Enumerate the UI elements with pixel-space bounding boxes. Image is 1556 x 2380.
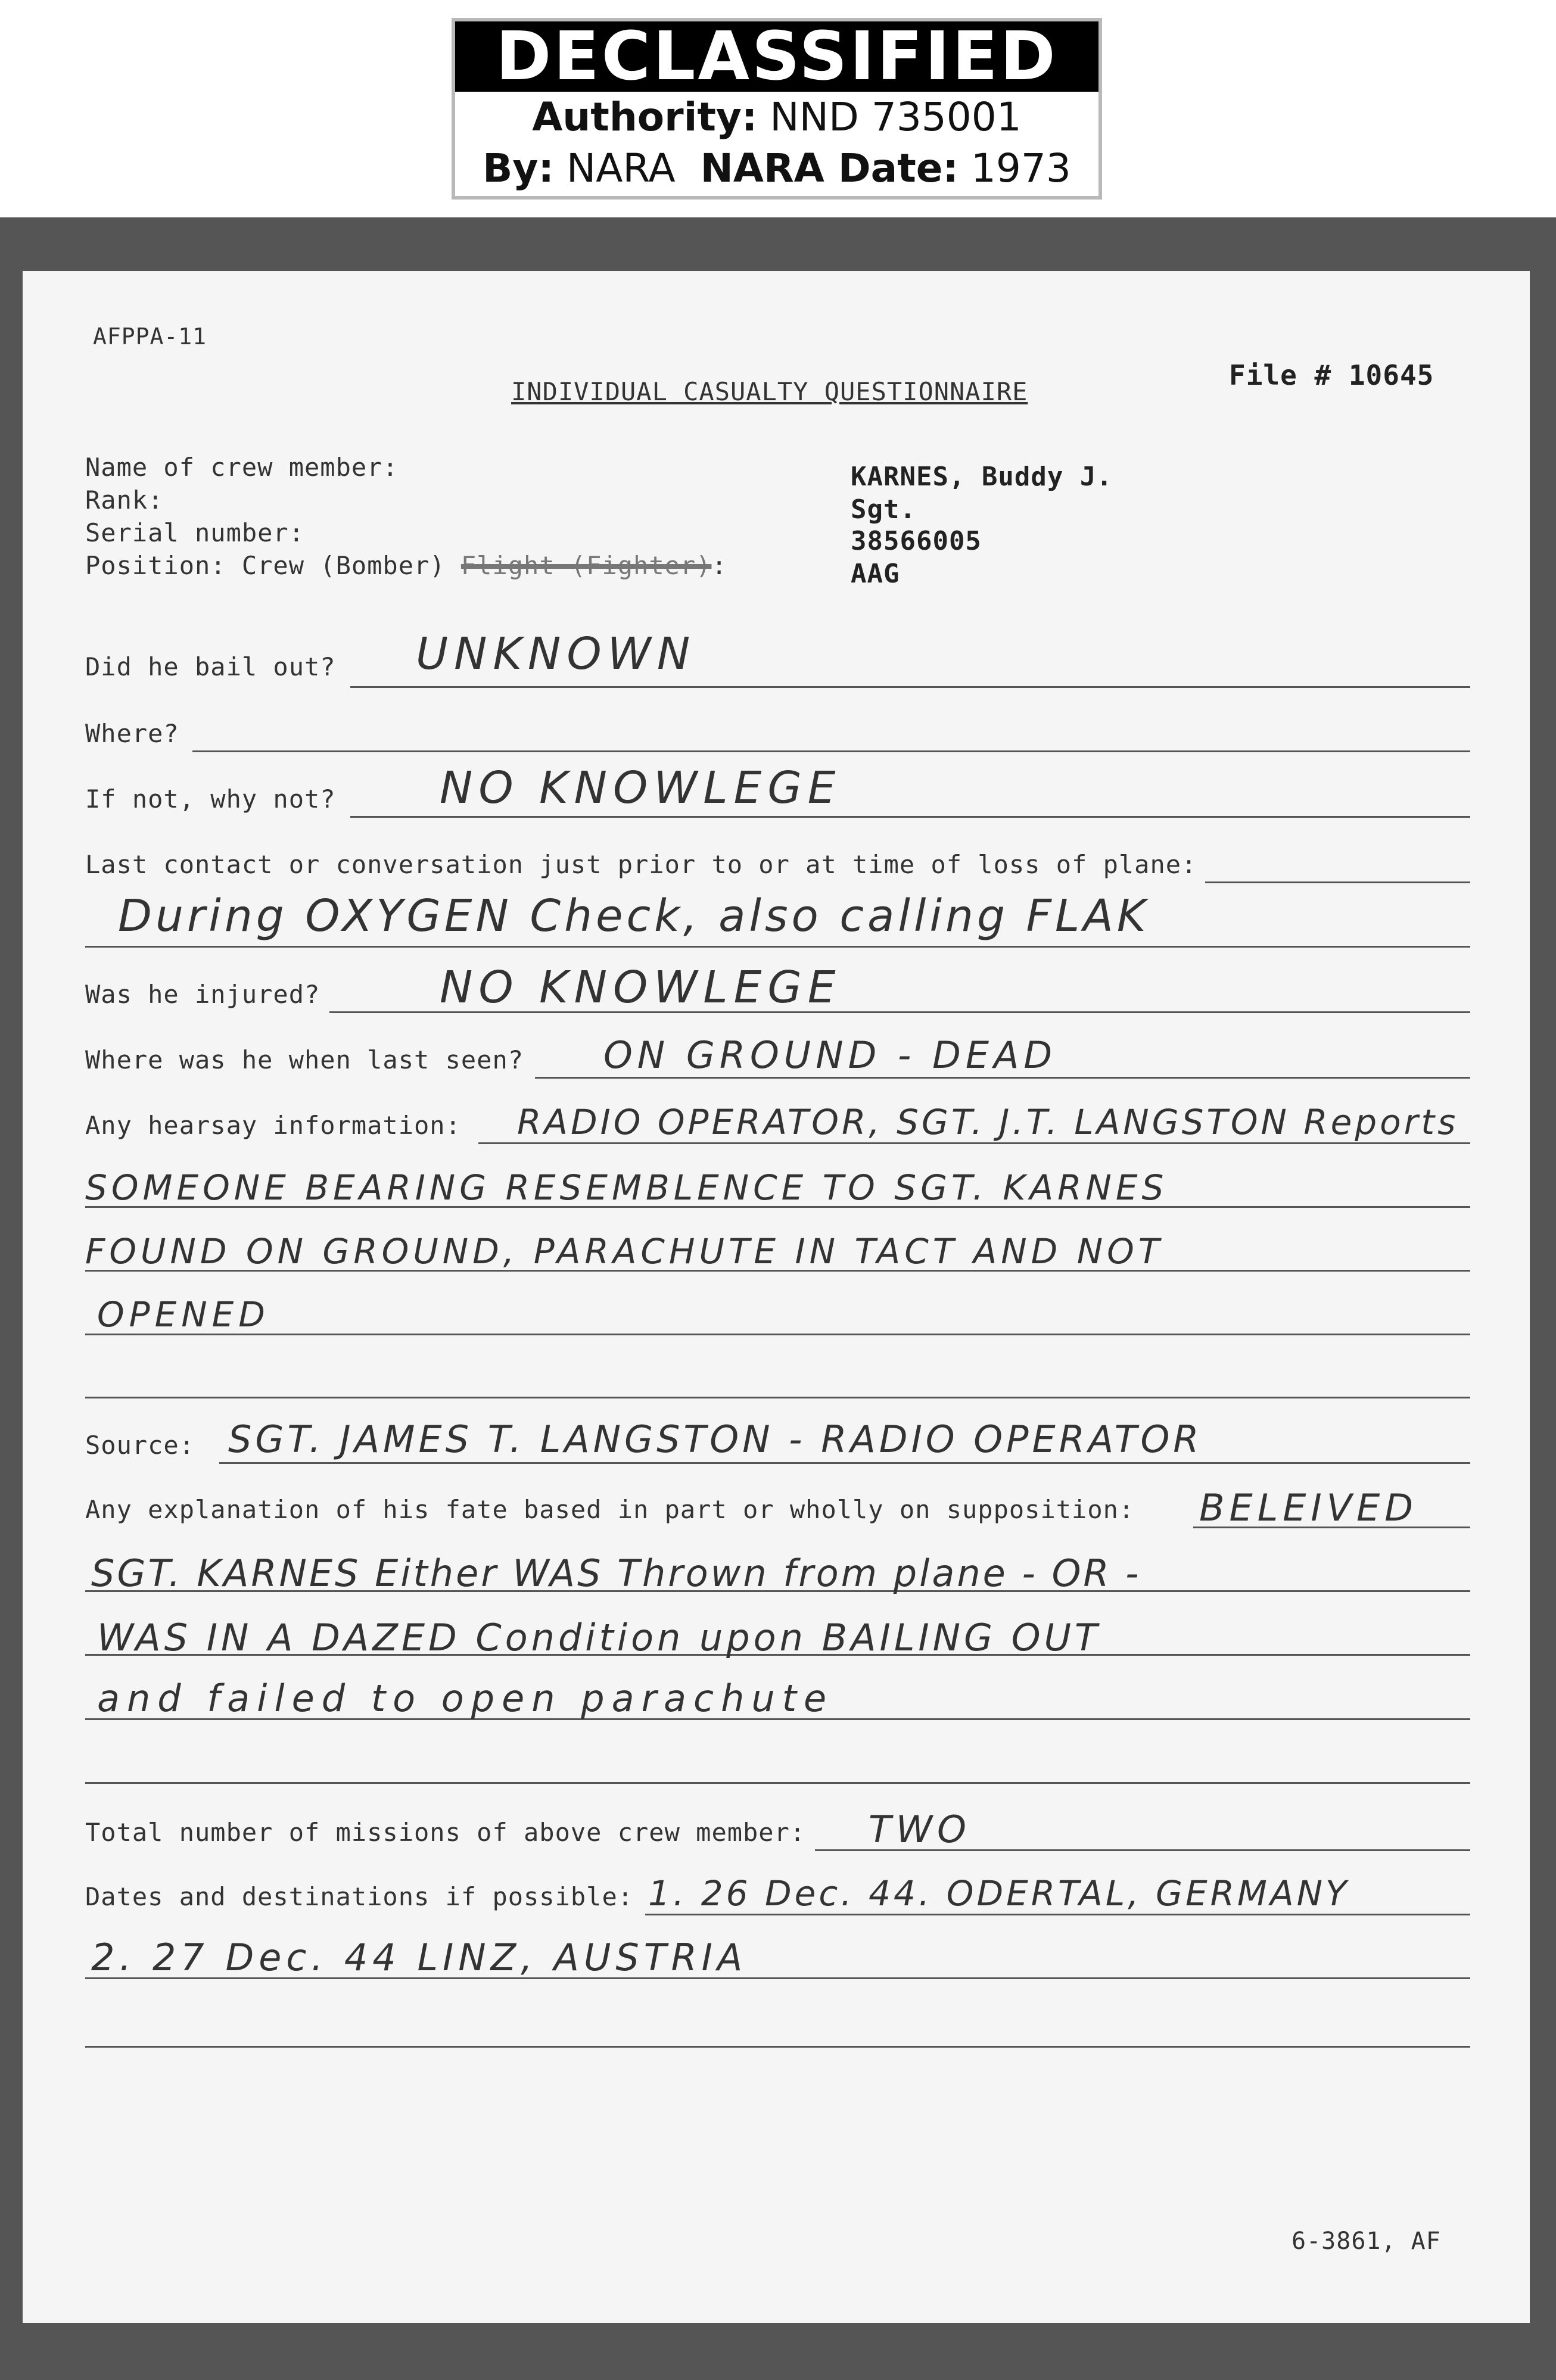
source-label: Source: bbox=[85, 1431, 195, 1460]
last-contact-answer: During OXYGEN Check, also calling FLAK bbox=[118, 890, 1150, 942]
stamp-by-value: NARA bbox=[566, 145, 676, 191]
supposition-answer-4: and failed to open parachute bbox=[97, 1677, 834, 1720]
serial-value: 38566005 bbox=[851, 526, 982, 556]
last-contact-line-a bbox=[1205, 881, 1470, 883]
hearsay-answer-2: SOMEONE BEARING RESEMBLENCE TO SGT. KARNES bbox=[85, 1167, 1168, 1208]
name-label: Name of crew member: bbox=[85, 453, 399, 482]
questionnaire-page bbox=[23, 271, 1530, 2323]
position-label-text: Position: Crew (Bomber) bbox=[85, 551, 446, 580]
stamp-authority-value: NND 735001 bbox=[770, 94, 1022, 140]
footer-code: 6-3861, AF bbox=[1292, 2228, 1441, 2255]
form-number: AFPPA-11 bbox=[93, 323, 207, 350]
hearsay-line-1 bbox=[478, 1142, 1470, 1144]
dates-line-1 bbox=[645, 1914, 1470, 1915]
position-colon: : bbox=[711, 551, 727, 580]
why-not-label: If not, why not? bbox=[85, 784, 336, 814]
name-value: KARNES, Buddy J. bbox=[851, 462, 1113, 492]
supposition-answer-1: BELEIVED bbox=[1199, 1486, 1418, 1529]
form-title: INDIVIDUAL CASUALTY QUESTIONNAIRE bbox=[511, 377, 1028, 406]
source-answer: SGT. JAMES T. LANGSTON - RADIO OPERATOR bbox=[228, 1418, 1203, 1461]
stamp-authority bbox=[455, 92, 1098, 143]
hearsay-label: Any hearsay information: bbox=[85, 1111, 461, 1140]
hearsay-line-5 bbox=[85, 1397, 1470, 1398]
dates-label: Dates and destinations if possible: bbox=[85, 1882, 634, 1911]
stamp-authority-label: Authority: bbox=[532, 94, 758, 140]
missions-answer: TWO bbox=[869, 1808, 971, 1851]
stamp-by-date bbox=[455, 143, 1098, 194]
bail-out-line bbox=[350, 686, 1470, 688]
last-contact-line-b bbox=[85, 946, 1470, 948]
injured-label: Was he injured? bbox=[85, 980, 320, 1009]
stamp-by-label: By: bbox=[483, 145, 554, 191]
file-number: File # 10645 bbox=[1229, 359, 1434, 391]
last-seen-answer: ON GROUND - DEAD bbox=[603, 1033, 1057, 1077]
where-label: Where? bbox=[85, 719, 179, 748]
position-label bbox=[85, 551, 727, 580]
stamp-date-value: 1973 bbox=[970, 145, 1071, 191]
bail-out-label: Did he bail out? bbox=[85, 652, 336, 681]
stamp-title: DECLASSIFIED bbox=[455, 21, 1098, 92]
where-line bbox=[192, 750, 1470, 752]
supposition-label: Any explanation of his fate based in part or wholly on supposition: bbox=[85, 1495, 1135, 1524]
injured-answer: NO KNOWLEGE bbox=[440, 962, 842, 1013]
supposition-answer-2: SGT. KARNES Either WAS Thrown from plane - OR - bbox=[91, 1552, 1141, 1595]
rank-label: Rank: bbox=[85, 485, 164, 515]
declassified-stamp bbox=[452, 18, 1102, 200]
supposition-answer-3: WAS IN A DAZED Condition upon BAILING OUT bbox=[97, 1616, 1101, 1659]
serial-label: Serial number: bbox=[85, 518, 305, 547]
hearsay-line-4 bbox=[85, 1334, 1470, 1335]
last-seen-label: Where was he when last seen? bbox=[85, 1045, 524, 1074]
why-not-line bbox=[350, 816, 1470, 818]
rank-value: Sgt. bbox=[851, 494, 916, 525]
dates-line-3 bbox=[85, 2046, 1470, 2048]
position-struck-text: Flight (Fighter) bbox=[460, 551, 712, 580]
position-value: AAG bbox=[851, 559, 900, 589]
scanned-document bbox=[0, 217, 1556, 2380]
hearsay-answer-1: RADIO OPERATOR, SGT. J.T. LANGSTON Reports bbox=[517, 1102, 1459, 1142]
hearsay-answer-3: FOUND ON GROUND, PARACHUTE IN TACT AND NOT bbox=[85, 1231, 1164, 1272]
source-line bbox=[219, 1462, 1470, 1464]
last-contact-label: Last contact or conversation just prior to or at time of loss of plane: bbox=[85, 850, 1197, 879]
dates-answer-2: 2. 27 Dec. 44 LINZ, AUSTRIA bbox=[91, 1936, 748, 1979]
missions-label: Total number of missions of above crew member: bbox=[85, 1818, 806, 1847]
hearsay-answer-4: OPENED bbox=[97, 1294, 270, 1335]
last-seen-line bbox=[535, 1077, 1470, 1079]
supposition-line-5 bbox=[85, 1782, 1470, 1784]
stamp-date-label: NARA Date: bbox=[700, 145, 959, 191]
dates-answer-1: 1. 26 Dec. 44. ODERTAL, GERMANY bbox=[648, 1873, 1350, 1914]
why-not-answer: NO KNOWLEGE bbox=[440, 762, 842, 814]
bail-out-answer: UNKNOWN bbox=[416, 628, 696, 680]
